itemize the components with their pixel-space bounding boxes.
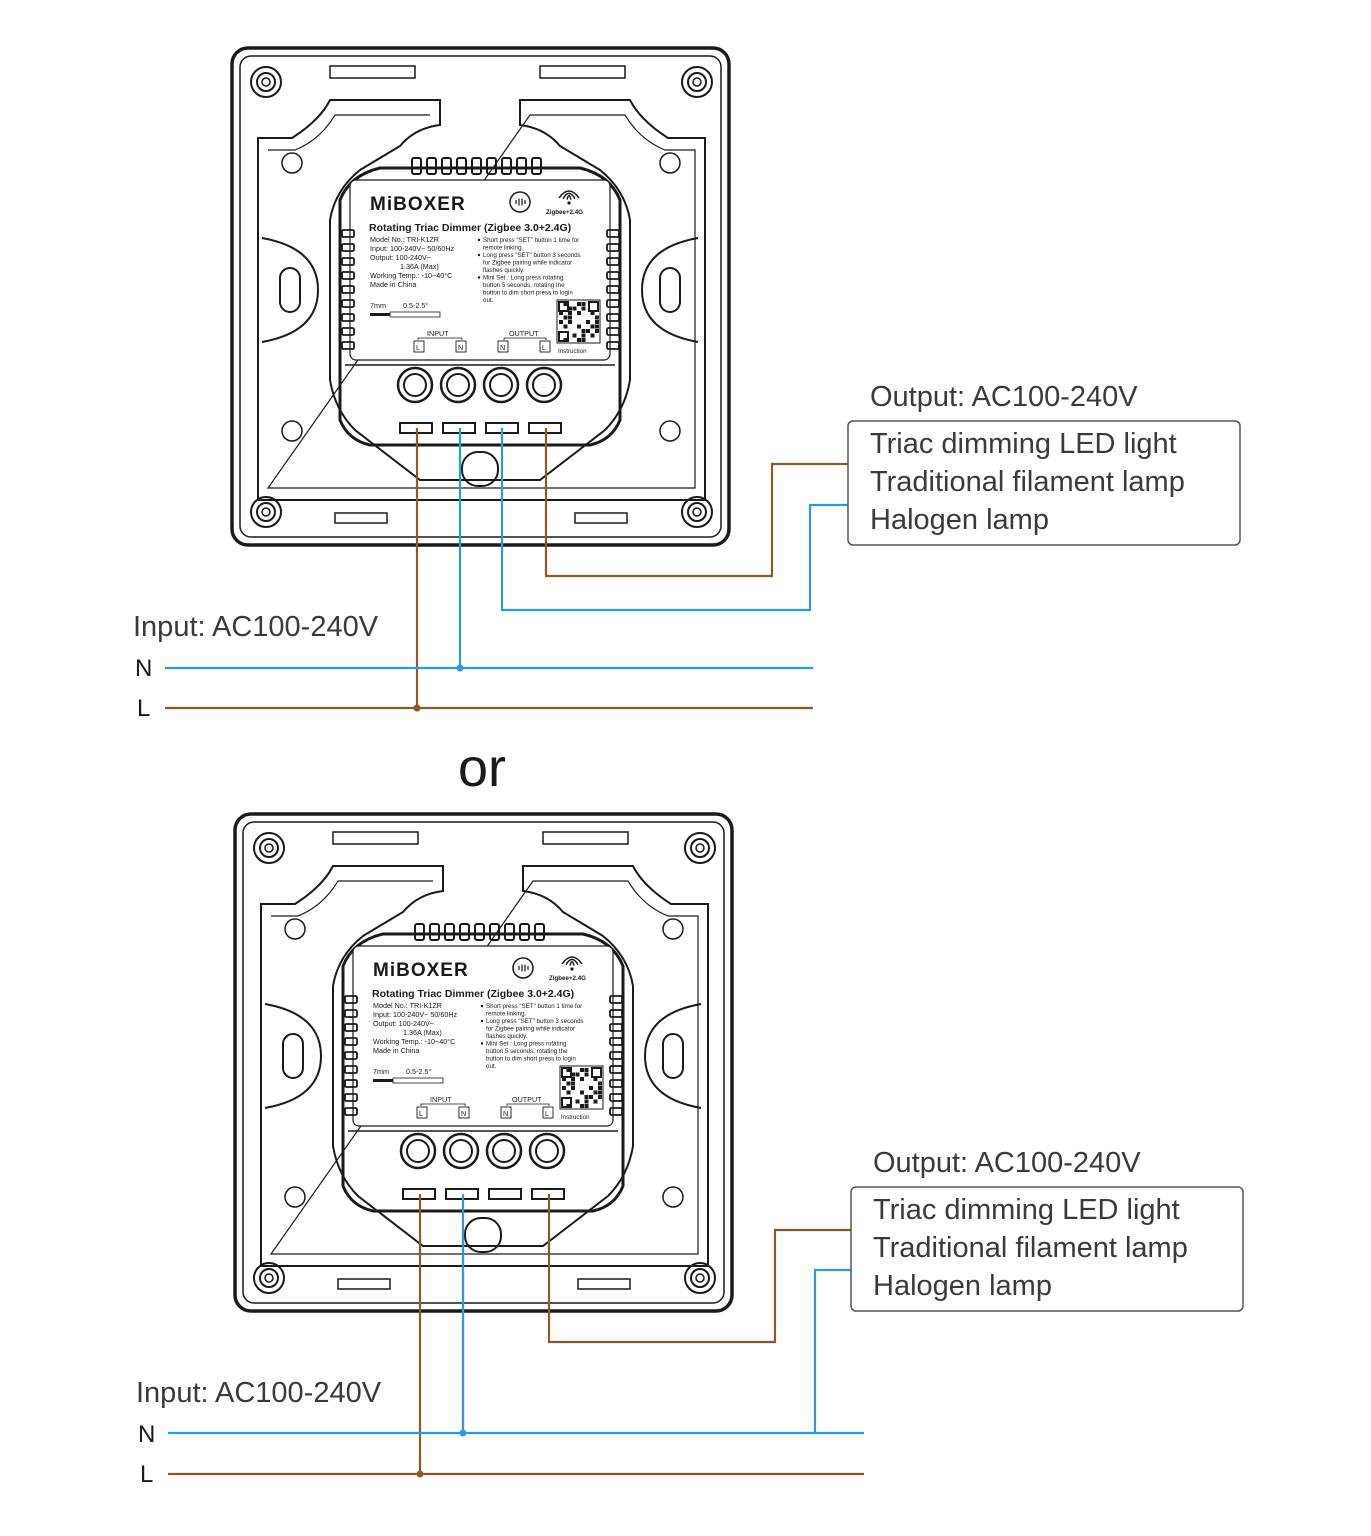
neutral-output-wire bbox=[502, 428, 848, 610]
input-label: INPUT bbox=[427, 329, 449, 338]
screw-hole bbox=[663, 1187, 683, 1207]
dimmer-module bbox=[340, 158, 620, 486]
load-item: Halogen lamp bbox=[873, 1270, 1052, 1302]
mounting-tab bbox=[335, 513, 387, 523]
terminal-letter: N bbox=[458, 343, 464, 352]
instruction-line: button 5 seconds, rotating the bbox=[483, 282, 565, 289]
strip-length: 7mm bbox=[373, 1067, 389, 1076]
spec-line: 1.36A (Max) bbox=[403, 1028, 442, 1037]
mounting-screw bbox=[685, 1263, 715, 1293]
output-label: OUTPUT bbox=[512, 1095, 542, 1104]
output-label: OUTPUT bbox=[509, 329, 539, 338]
screw-terminal bbox=[398, 368, 432, 402]
mounting-screw bbox=[682, 497, 712, 527]
screw-terminal bbox=[444, 1134, 478, 1168]
mounting-screw bbox=[254, 1263, 284, 1293]
instruction-line: flashes quickly. bbox=[483, 267, 525, 274]
live-label: L bbox=[140, 1461, 154, 1488]
product-title: Rotating Triac Dimmer (Zigbee 3.0+2.4G) bbox=[369, 222, 572, 234]
mounting-screw bbox=[251, 67, 281, 97]
instruction-line: out. bbox=[483, 297, 494, 304]
wiring-diagram-2 bbox=[136, 814, 1243, 1488]
strip-length: 7mm bbox=[370, 301, 386, 310]
instruction-line: Long press "SET" button 3 seconds bbox=[486, 1018, 584, 1025]
instruction-line: Short press "SET" button 1 time for bbox=[483, 237, 580, 244]
instruction-line: for Zigbee pairing while indicator bbox=[483, 259, 573, 267]
terminal-letter: L bbox=[419, 1109, 423, 1118]
screw-hole bbox=[660, 153, 680, 173]
terminal-letter: N bbox=[503, 1109, 509, 1118]
instruction-line: button 5 seconds, rotating the bbox=[486, 1048, 568, 1055]
top-pin bbox=[505, 924, 514, 940]
screw-hole bbox=[660, 421, 680, 441]
top-pin bbox=[457, 158, 466, 174]
mounting-screw bbox=[251, 497, 281, 527]
mounting-tab bbox=[330, 66, 415, 78]
top-pin bbox=[427, 158, 436, 174]
screw-terminal bbox=[401, 1134, 435, 1168]
mounting-tab bbox=[338, 1279, 390, 1289]
spec-line: Output: 100-240V~ bbox=[370, 253, 431, 262]
output-title: Output: AC100-240V bbox=[870, 381, 1138, 413]
brand-logo: MiBOXER bbox=[373, 960, 469, 981]
instruction-line: Mini Set : Long press rotating bbox=[486, 1040, 567, 1048]
mounting-tab bbox=[578, 1279, 630, 1289]
screw-hole bbox=[663, 919, 683, 939]
mounting-screw bbox=[254, 833, 284, 863]
mounting-tab bbox=[540, 66, 625, 78]
wire-strip-mark bbox=[373, 1079, 393, 1082]
qr-caption: Instruction bbox=[558, 348, 587, 355]
wire-clamp bbox=[489, 1189, 521, 1199]
top-pin bbox=[412, 158, 421, 174]
dimmer-device bbox=[232, 48, 729, 545]
output-title: Output: AC100-240V bbox=[873, 1147, 1141, 1179]
screw-hole bbox=[285, 1187, 305, 1207]
mounting-tab bbox=[543, 832, 628, 844]
bullet bbox=[478, 239, 480, 241]
screw-terminal bbox=[484, 368, 518, 402]
side-lug bbox=[645, 1004, 701, 1108]
side-lug bbox=[642, 238, 698, 342]
neutral-label: N bbox=[135, 655, 153, 682]
wiring bbox=[165, 428, 848, 712]
wiring-diagram-1 bbox=[133, 48, 1240, 722]
spec-line: Input: 100-240V~ 50/60Hz bbox=[370, 244, 455, 253]
live-junction bbox=[417, 1471, 424, 1478]
screw-terminal bbox=[530, 1134, 564, 1168]
spec-line: Model No.: TRI-K1ZR bbox=[373, 1001, 442, 1010]
screw-terminal bbox=[527, 368, 561, 402]
top-pin bbox=[415, 924, 424, 940]
mounting-screw bbox=[682, 67, 712, 97]
dimmer-device bbox=[235, 814, 732, 1311]
brand-logo: MiBOXER bbox=[370, 194, 466, 215]
top-pin bbox=[535, 924, 544, 940]
top-pin bbox=[445, 924, 454, 940]
load-item: Triac dimming LED light bbox=[873, 1194, 1180, 1226]
screw-hole bbox=[285, 919, 305, 939]
wire-gauge: 0.5-2.5° bbox=[403, 301, 429, 310]
bullet bbox=[478, 276, 480, 278]
neutral-junction bbox=[457, 665, 464, 672]
top-pin bbox=[502, 158, 511, 174]
neutral-junction bbox=[460, 1430, 467, 1437]
input-title: Input: AC100-240V bbox=[136, 1377, 382, 1409]
instruction-line: Long press "SET" button 3 seconds bbox=[483, 252, 581, 259]
load-item: Triac dimming LED light bbox=[870, 428, 1177, 460]
top-pin bbox=[430, 924, 439, 940]
screw-hole bbox=[282, 153, 302, 173]
top-pin bbox=[532, 158, 541, 174]
mounting-screw bbox=[685, 833, 715, 863]
top-pin bbox=[460, 924, 469, 940]
terminal-letter: N bbox=[461, 1109, 467, 1118]
instruction-line: Mini Set : Long press rotating bbox=[483, 274, 564, 282]
wire-gauge: 0.5-2.5° bbox=[406, 1067, 432, 1076]
instruction-line: button to dim short press to login bbox=[483, 289, 573, 297]
bullet bbox=[481, 1042, 483, 1044]
or-separator: or bbox=[458, 738, 507, 798]
live-label: L bbox=[137, 695, 151, 722]
terminal-letter: L bbox=[545, 1109, 549, 1118]
side-lug bbox=[265, 1004, 321, 1108]
instruction-line: remote linking. bbox=[483, 244, 524, 252]
screw-hole bbox=[282, 421, 302, 441]
input-title: Input: AC100-240V bbox=[133, 611, 379, 643]
instruction-line: Short press "SET" button 1 time for bbox=[486, 1003, 583, 1010]
top-pin bbox=[517, 158, 526, 174]
terminal-letter: N bbox=[500, 343, 506, 352]
spec-line: Input: 100-240V~ 50/60Hz bbox=[373, 1010, 458, 1019]
instruction-line: out. bbox=[486, 1063, 497, 1070]
top-pin bbox=[520, 924, 529, 940]
screw-terminal bbox=[441, 368, 475, 402]
mounting-tab bbox=[575, 513, 627, 523]
load-item: Traditional filament lamp bbox=[873, 1232, 1188, 1264]
instruction-line: for Zigbee pairing while indicator bbox=[486, 1025, 576, 1033]
live-junction bbox=[414, 705, 421, 712]
wiring bbox=[168, 1194, 864, 1478]
protocol-label: Zigbee+2.4G bbox=[549, 975, 586, 982]
spec-line: Working Temp.: -10~40°C bbox=[373, 1037, 456, 1046]
dimmer-module bbox=[343, 924, 623, 1252]
qr-caption: Instruction bbox=[561, 1114, 590, 1121]
bullet bbox=[478, 254, 480, 256]
spec-line: Output: 100-240V~ bbox=[373, 1019, 434, 1028]
spec-line: Made in China bbox=[370, 280, 417, 289]
screw-terminal bbox=[487, 1134, 521, 1168]
protocol-label: Zigbee+2.4G bbox=[546, 209, 583, 216]
bullet bbox=[481, 1005, 483, 1007]
instruction-line: remote linking. bbox=[486, 1010, 527, 1018]
top-pin bbox=[475, 924, 484, 940]
wire-strip-mark bbox=[370, 313, 390, 316]
top-pin bbox=[442, 158, 451, 174]
neutral-load-return bbox=[815, 1270, 851, 1433]
instruction-line: flashes quickly. bbox=[486, 1033, 528, 1040]
instruction-line: button to dim short press to login bbox=[486, 1055, 576, 1063]
top-pin bbox=[472, 158, 481, 174]
load-item: Traditional filament lamp bbox=[870, 466, 1185, 498]
neutral-label: N bbox=[138, 1421, 156, 1448]
spec-line: Model No.: TRI-K1ZR bbox=[370, 235, 439, 244]
mounting-tab bbox=[333, 832, 418, 844]
terminal-letter: L bbox=[416, 343, 420, 352]
bullet bbox=[481, 1020, 483, 1022]
side-lug bbox=[262, 238, 318, 342]
input-label: INPUT bbox=[430, 1095, 452, 1104]
spec-line: Working Temp.: -10~40°C bbox=[370, 271, 453, 280]
product-title: Rotating Triac Dimmer (Zigbee 3.0+2.4G) bbox=[372, 988, 575, 1000]
spec-line: 1.36A (Max) bbox=[400, 262, 439, 271]
spec-line: Made in China bbox=[373, 1046, 420, 1055]
terminal-letter: L bbox=[542, 343, 546, 352]
load-item: Halogen lamp bbox=[870, 504, 1049, 536]
